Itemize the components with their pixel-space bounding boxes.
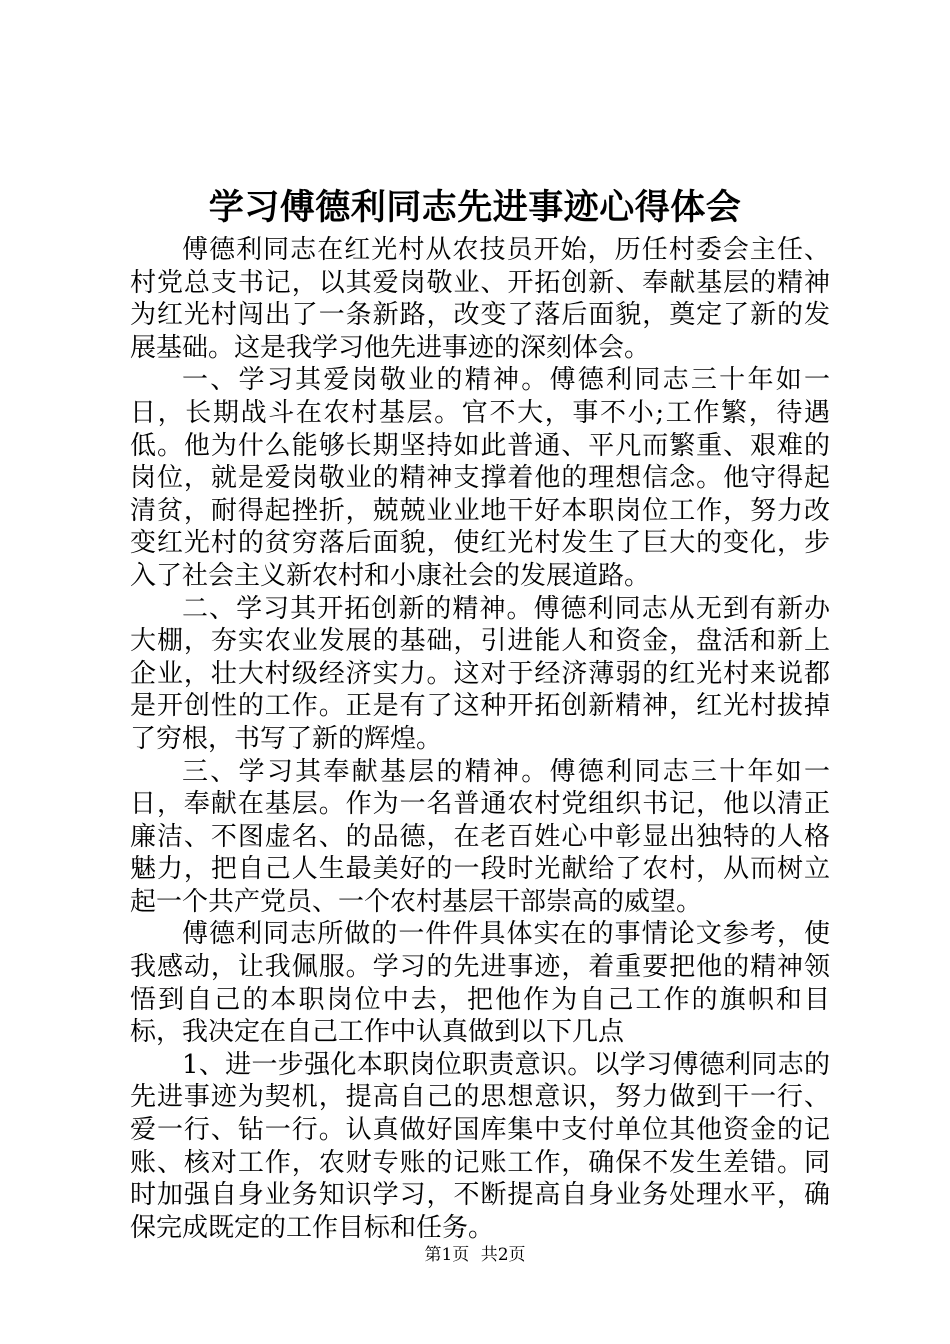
- page-footer: [0, 1244, 950, 1266]
- document-body: [130, 234, 830, 1244]
- paragraph-innovation: 二、学习其开拓创新的精神。傅德利同志从无到有新办大棚，夯实农业发展的基础，引进能人和资金，盘活和新上企业，壮大村级经济实力。这对于经济薄弱的红光村来说都是开创性的工作。正是有了这种开拓创新精神，红光村拔掉了穷根，书写了新的辉煌。: [130, 593, 830, 754]
- paragraph-devotion: 三、学习其奉献基层的精神。傅德利同志三十年如一日，奉献在基层。作为一名普通农村党组织书记，他以清正廉洁、不图虚名、的品德，在老百姓心中彰显出独特的人格魅力，把自己人生最美好的一段时光献给了农村，从而树立起一个共产党员、一个农村基层干部崇高的威望。: [130, 756, 830, 917]
- page-total: 共2页: [480, 1245, 526, 1265]
- paragraph-point-1: 1、进一步强化本职岗位职责意识。以学习傅德利同志的先进事迹为契机，提高自己的思想意识，努力做到干一行、爱一行、钻一行。认真做好国库集中支付单位其他资金的记账、核对工作，农财专账的记账工作，确保不发生差错。同时加强自身业务知识学习，不断提高自身业务处理水平，确保完成既定的工作目标和任务。: [130, 1049, 830, 1243]
- document-title: 学习傅德利同志先进事迹心得体会: [208, 187, 742, 228]
- paragraph-reflection: 傅德利同志所做的一件件具体实在的事情论文参考，使我感动，让我佩服。学习的先进事迹，着重要把他的精神领悟到自己的本职岗位中去，把他作为自己工作的旗帜和目标，我决定在自己工作中认真做到以下几点: [130, 919, 830, 1048]
- page-number: 第1页: [424, 1245, 470, 1265]
- paragraph-dedication: 一、学习其爱岗敬业的精神。傅德利同志三十年如一日，长期战斗在农村基层。官不大，事不小;工作繁，待遇低。他为什么能够长期坚持如此普通、平凡而繁重、艰难的岗位，就是爱岗敬业的精神支撑着他的理想信念。他守得起清贫，耐得起挫折，兢兢业业地干好本职岗位工作，努力改变红光村的贫穷落后面貌，使红光村发生了巨大的变化，步入了社会主义新农村和小康社会的发展道路。: [130, 365, 830, 591]
- paragraph-intro: 傅德利同志在红光村从农技员开始，历任村委会主任、村党总支书记，以其爱岗敬业、开拓创新、奉献基层的精神为红光村闯出了一条新路，改变了落后面貌，奠定了新的发展基础。这是我学习他先进事迹的深刻体会。: [130, 235, 830, 363]
